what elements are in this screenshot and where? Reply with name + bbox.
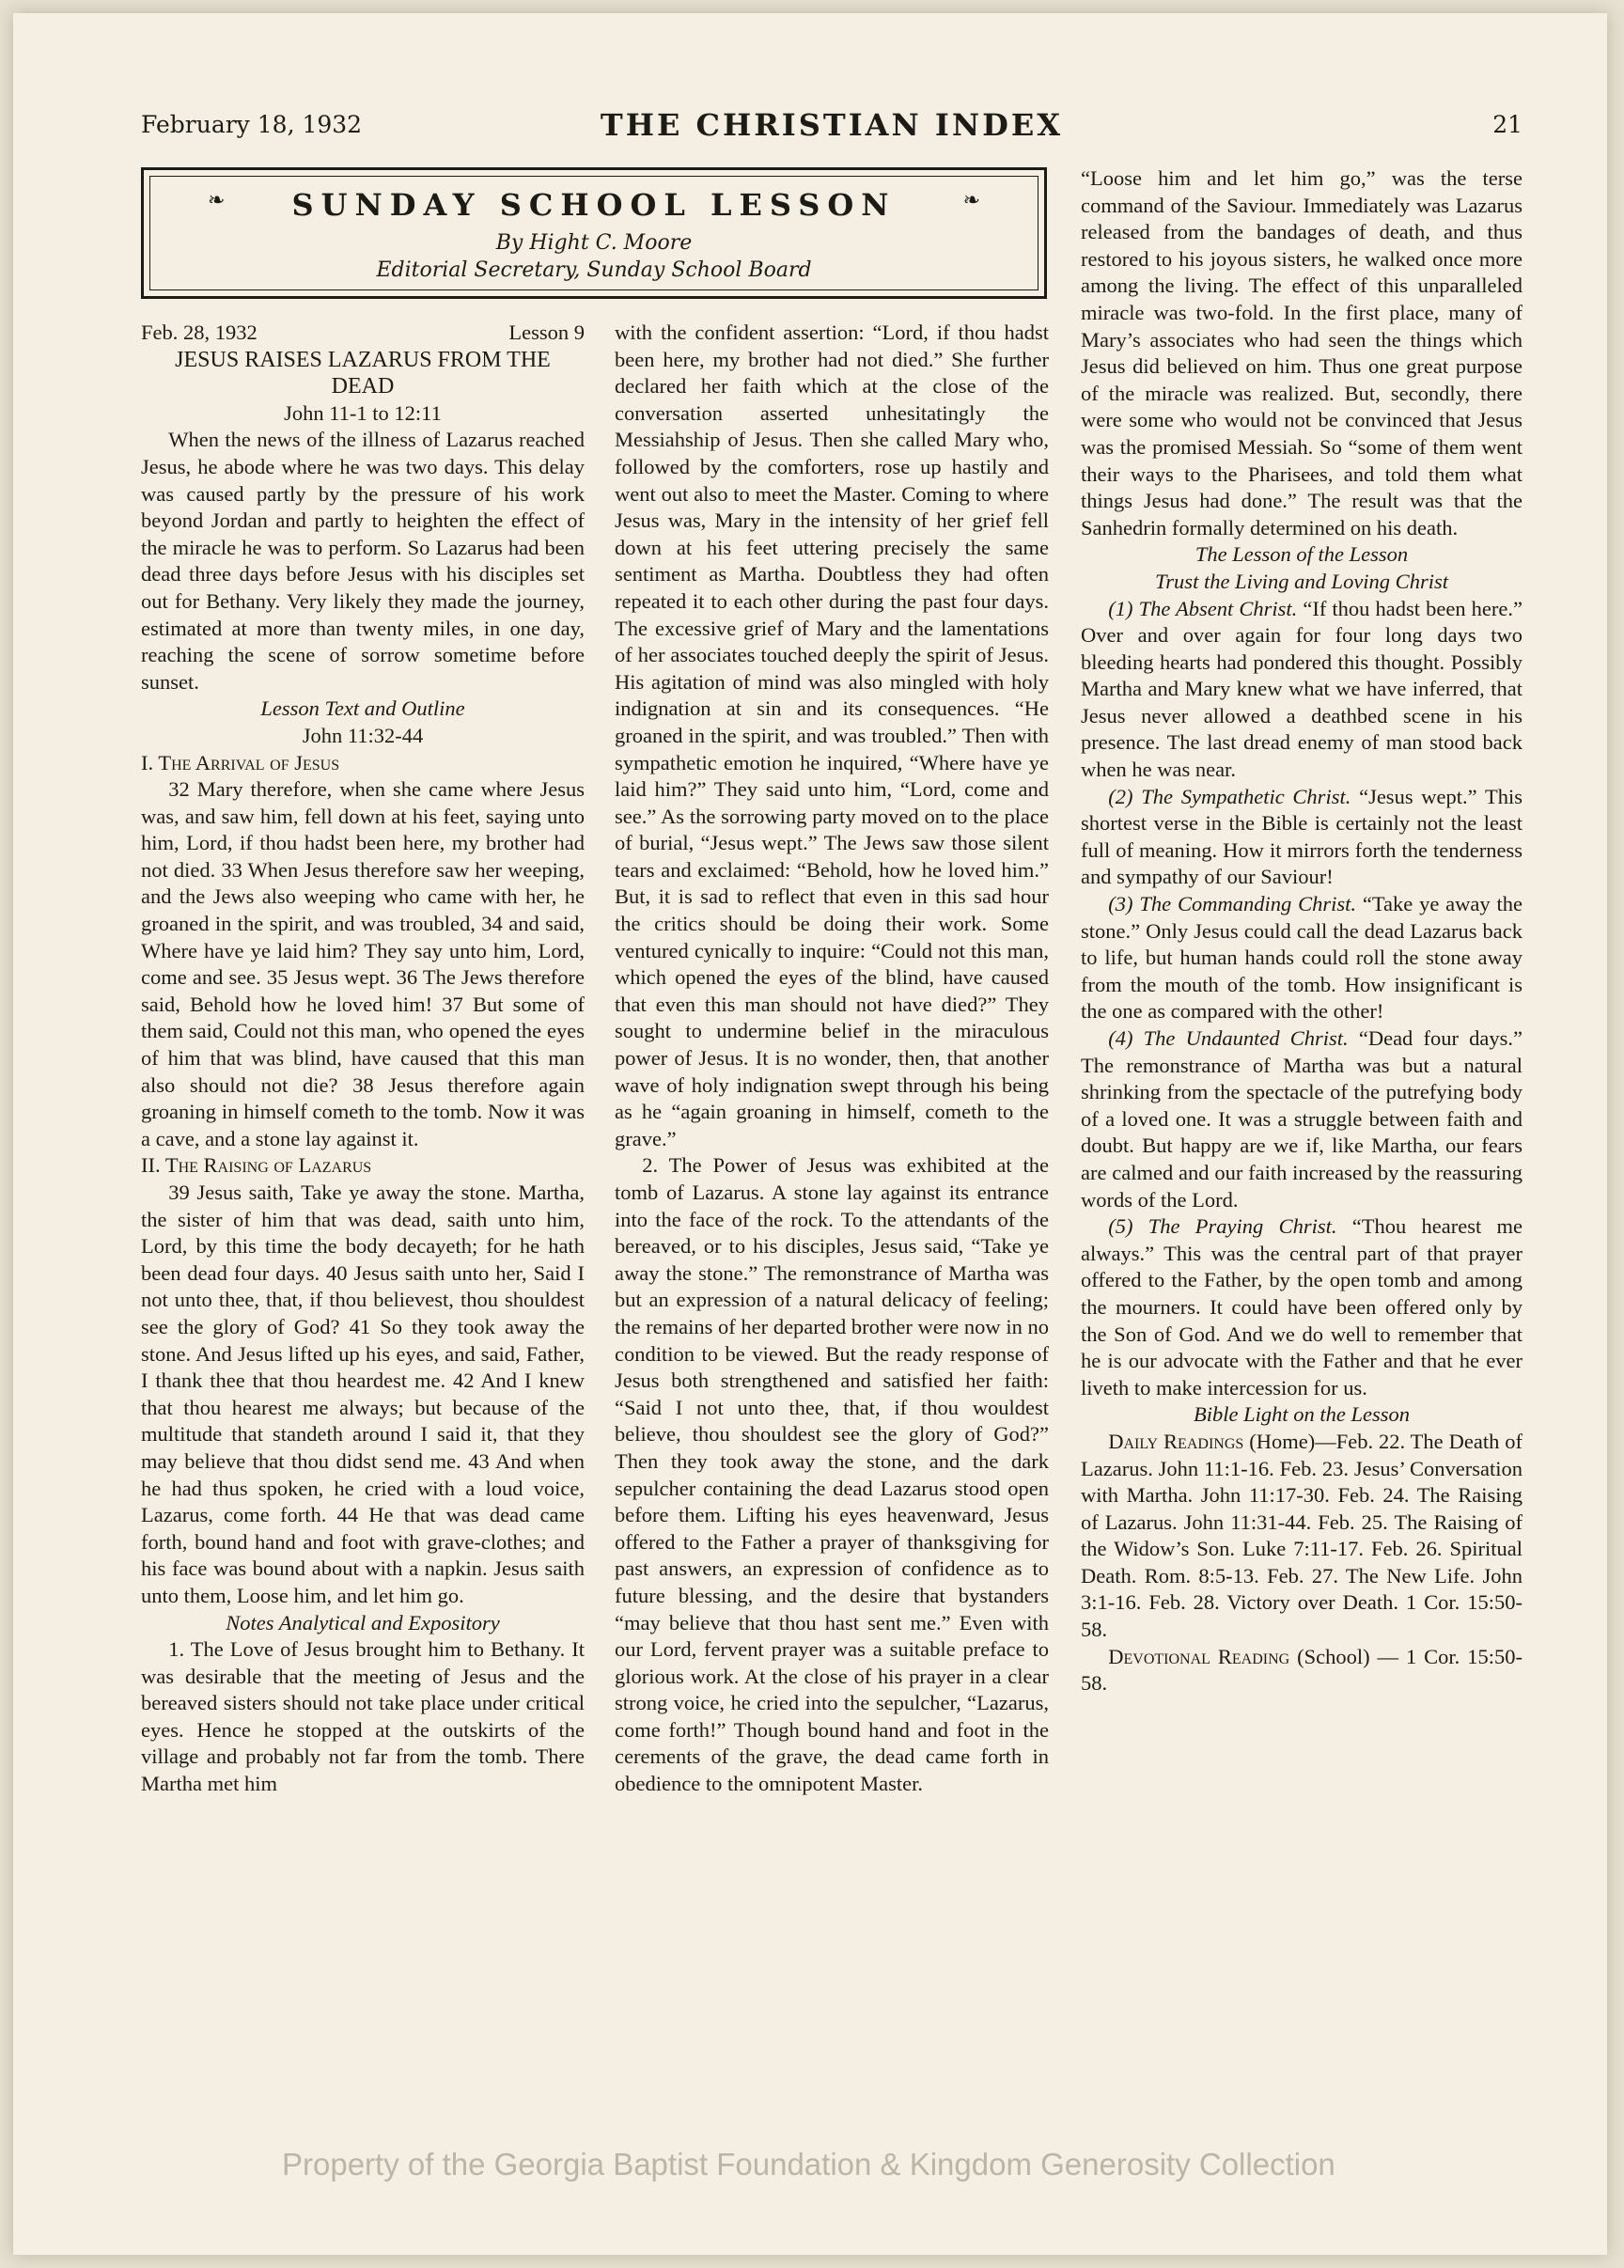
point-absent-christ — [1081, 596, 1522, 784]
lesson-title-box — [141, 167, 1047, 299]
notes-heading: Notes Analytical and Expository — [226, 1610, 500, 1635]
lesson-meta — [141, 320, 585, 347]
daily-readings — [1081, 1429, 1522, 1644]
point-praying-christ — [1081, 1213, 1522, 1401]
point-sympathetic-christ — [1081, 784, 1522, 891]
point-commanding-christ — [1081, 891, 1522, 1025]
column-3 — [1081, 165, 1522, 2233]
right-ornament-icon: ❧ — [962, 189, 980, 212]
section-title: SUNDAY SCHOOL LESSON — [291, 187, 897, 223]
lesson-of-lesson-heading: The Lesson of the Lesson — [1195, 542, 1409, 567]
section-heading-arrival: I. The Arrival of Jesus — [141, 750, 340, 774]
text-paragraph-arrival: 32 Mary therefore, when she came where Jesus was, and saw him, fell down at his feet, saying unto him, Lord, if thou hadst been here, my brother had not died. 33 When Jesus therefore saw her weeping, and the Jews also weeping who came with her, he groaned in the spirit, and was troubled, 34 and said, Where have ye laid him? They say unto him, Lord, come and see. 35 Jesus wept. 36 The Jews therefore said, Behold how he loved him! 37 But some of them said, Could not this man, who opened the eyes of him that was blind, have caused that this man also should not die? 38 Jesus therefore again groaning in himself cometh to the tomb. Now it was a cave, and a stone lay against it. — [141, 777, 585, 1150]
page-number: 21 — [1492, 111, 1522, 138]
outline-reference: John 11:32-44 — [302, 723, 424, 747]
lesson-date: Feb. 28, 1932 — [141, 321, 258, 344]
devotional-reading-label: Devotional Reading — [1108, 1644, 1290, 1668]
point-2-text: “Jesus wept.” This shortest verse in the Bible is certainly not the least full of meaning. How it mirrors forth the tenderness and sympathy of our Saviour! — [1081, 784, 1522, 889]
lesson-title: JESUS RAISES LAZARUS FROM THE DEAD — [175, 347, 551, 399]
point-3-text: “Take ye away the stone.” Only Jesus could call the dead Lazarus back to life, but human hands could roll the stone away from the mouth of the tomb. How insignificant is the one as compared with the other! — [1081, 892, 1522, 1024]
scripture-reference: John 11-1 to 12:11 — [284, 400, 442, 425]
author-role: Editorial Secretary, Sunday School Board — [376, 258, 812, 282]
point-1-text: “If thou hadst been here.” Over and over again for four long days two bleeding hearts had pondered this thought. Possibly Martha and Mary knew what we have inferred, that Jesus never allowed a deathbed scene in his presence. The last dread enemy of man stood back when he was near. — [1081, 596, 1522, 782]
point-3-heading: (3) The Commanding Christ. — [1108, 892, 1356, 916]
notes-paragraph-power: 2. The Power of Jesus was exhibited at the tomb of Lazarus. A stone lay against its entrance into the face of the rock. To the attendants of the bereaved, or to his disciples, Jesus said, “Take ye away the stone.” The remonstrance of Martha was but an expression of a natural delicacy of feeling; the remains of her departed brother were now in no condition to be viewed. But the ready response of Jesus both strengthened and satisfied her faith: “Said I not unto thee, that, if thou wouldest believe, thou shouldest see the glory of God?” Then they took away the stone, and the dark sepulcher containing the dead Lazarus stood open before them. Lifting his eyes heavenward, Jesus offered to the Father a prayer of thanksgiving for past answers, an expression of confidence as to future blessing, and the desire that bystanders “may believe that thou hast sent me.” Even with our Lord, fervent prayer was a suitable preface to glorious work. At the close of his prayer in a clear strong voice, he cried into the sepulcher, “Lazarus, come forth!” Though bound hand and foot in the cerements of the grave, the dead came forth in obedience to the omnipotent Master. — [615, 1153, 1049, 1796]
notes-paragraph-love: 1. The Love of Jesus brought him to Bethany. It was desirable that the meeting of Jesus and the bereaved sisters should not take place under critical eyes. Hence he stopped at the outskirts of the village and probably not far from the tomb. There Martha met him — [141, 1637, 585, 1796]
daily-readings-text: (Home)—Feb. 22. The Death of Lazarus. John 11:1-16. Feb. 23. Jesus’ Conversation with Martha. John 11:17-30. Feb. 24. The Raising of Lazarus. John 11:31-44. Feb. 25. The Raising of the Widow’s Son. Luke 7:11-17. Feb. 26. Spiritual Death. Rom. 8:5-13. Feb. 27. The New Life. John 3:1-16. Feb. 28. Victory over Death. 1 Cor. 15:50-58. — [1081, 1429, 1523, 1642]
point-4-heading: (4) The Undaunted Christ. — [1108, 1026, 1349, 1050]
devotional-reading-text: (School) — 1 Cor. 15:50-58. — [1081, 1644, 1522, 1696]
left-ornament-icon: ❧ — [208, 189, 226, 212]
column-1 — [141, 320, 585, 2199]
collection-watermark: Property of the Georgia Baptist Foundation & Kingdom Generosity Collection — [282, 2147, 1335, 2182]
section-heading-raising: II. The Raising of Lazarus — [141, 1153, 372, 1178]
outline-heading: Lesson Text and Outline — [260, 696, 465, 721]
byline: By Hight C. Moore — [495, 231, 693, 255]
notes-paragraph-result: “Loose him and let him go,” was the terse command of the Saviour. Immediately was Lazarus released from the bandages of death, and thus restored to his joyous sisters, he walked once more among the living. The effect of this unparalleled miracle was two-fold. In the first place, many of Mary’s associates who had seen the things which Jesus did believed on him. Thus one great purpose of the miracle was realized. But, secondly, there were some who would not be convinced that Jesus was the promised Messiah. So “some of them went their ways to the Pharisees, and told them what things Jesus had done.” The result was that the Sanhedrin formally determined on his death. — [1081, 166, 1522, 540]
text-paragraph-raising: 39 Jesus saith, Take ye away the stone. Martha, the sister of him that was dead, saith unto him, Lord, by this time the body decayeth; for he hath been dead four days. 40 Jesus saith unto her, Said I not unto thee, that, if thou believest, thou shouldest see the glory of God? 41 So they took away the stone. And Jesus lifted up his eyes, and said, Father, I thank thee that thou heardest me. 42 And I knew that thou hearest me always; but because of the multitude that standeth around I said it, that they may believe that thou didst send me. 43 And when he had thus spoken, he cried with a loud voice, Lazarus, come forth. 44 He that was dead came forth, bound hand and foot with grave-clothes; and his face was bound about with a napkin. Jesus saith unto them, Loose him, and let him go. — [141, 1181, 585, 1607]
bible-light-heading: Bible Light on the Lesson — [1194, 1402, 1410, 1427]
point-1-heading: (1) The Absent Christ. — [1108, 596, 1298, 620]
publication-title: THE CHRISTIAN INDEX — [600, 107, 1064, 143]
intro-paragraph: When the news of the illness of Lazarus reached Jesus, he abode where he was two days. This delay was caused partly by the pressure of his work beyond Jordan and partly to heighten the effect of the miracle he was to perform. So Lazarus had been dead three days before Jesus with his disciples set out for Bethany. Very likely they made the journey, estimated at more than twenty miles, in one day, reaching the scene of sorrow sometime before sunset. — [141, 428, 585, 694]
issue-date: February 18, 1932 — [141, 111, 363, 138]
point-undaunted-christ — [1081, 1025, 1522, 1213]
point-4-text: “Dead four days.” The remonstrance of Martha was but a natural shrinking from the spectacle of the putrefying body of a loved one. It was a struggle between faith and doubt. But happy are we if, like Martha, our fears are calmed and our faith increased by the reassuring words of the Lord. — [1081, 1026, 1522, 1212]
daily-readings-label: Daily Readings — [1108, 1429, 1244, 1453]
lesson-number: Lesson 9 — [508, 321, 585, 344]
devotional-reading — [1081, 1644, 1522, 1697]
column-2 — [615, 320, 1049, 2199]
point-2-heading: (2) The Sympathetic Christ. — [1108, 784, 1351, 808]
point-5-heading: (5) The Praying Christ. — [1108, 1214, 1337, 1239]
lesson-subheading: Trust the Living and Loving Christ — [1155, 569, 1448, 593]
notes-paragraph-continued: with the confident assertion: “Lord, if thou hadst been here, my brother had not died.” She further declared her faith which at the close of the conversation asserted unhesitatingly the Messiahship of Jesus. Then she called Mary who, followed by the comforters, rose up hastily and went out also to meet the Master. Coming to where Jesus was, Mary in the intensity of her grief fell down at his feet uttering precisely the same sentiment as Martha. Doubtless they had often repeated it to each other during the past four days. The excessive grief of Mary and the lamentations of her associates touched deeply the spirit of Jesus. His agitation of mind was also mingled with holy indignation at sin and its consequences. “He groaned in the spirit, and was troubled.” Then with sympathetic emotion he inquired, “Where have ye laid him?” They said unto him, “Lord, come and see.” As the sorrowing party moved on to the place of burial, “Jesus wept.” The Jews saw those silent tears and exclaimed: “Behold, how he loved him.” But, it is sad to reflect that even in this sad hour the critics should be doing their work. Some ventured cynically to inquire: “Could not this man, which opened the eyes of the blind, have caused that even this man should not have died?” They sought to undermine belief in the miraculous power of Jesus. It is no wonder, then, that another wave of holy indignation swept through his being as he “again groaning in himself, cometh to the grave.” — [615, 321, 1049, 1150]
point-5-text: “Thou hearest me always.” This was the central part of that prayer offered to the Father, by the open tomb and among the mourners. It could have been offered only by the Son of God. And we do well to remember that he is our advocate with the Father and that he ever liveth to make intercession for us. — [1081, 1214, 1522, 1400]
page-header — [141, 107, 1522, 150]
